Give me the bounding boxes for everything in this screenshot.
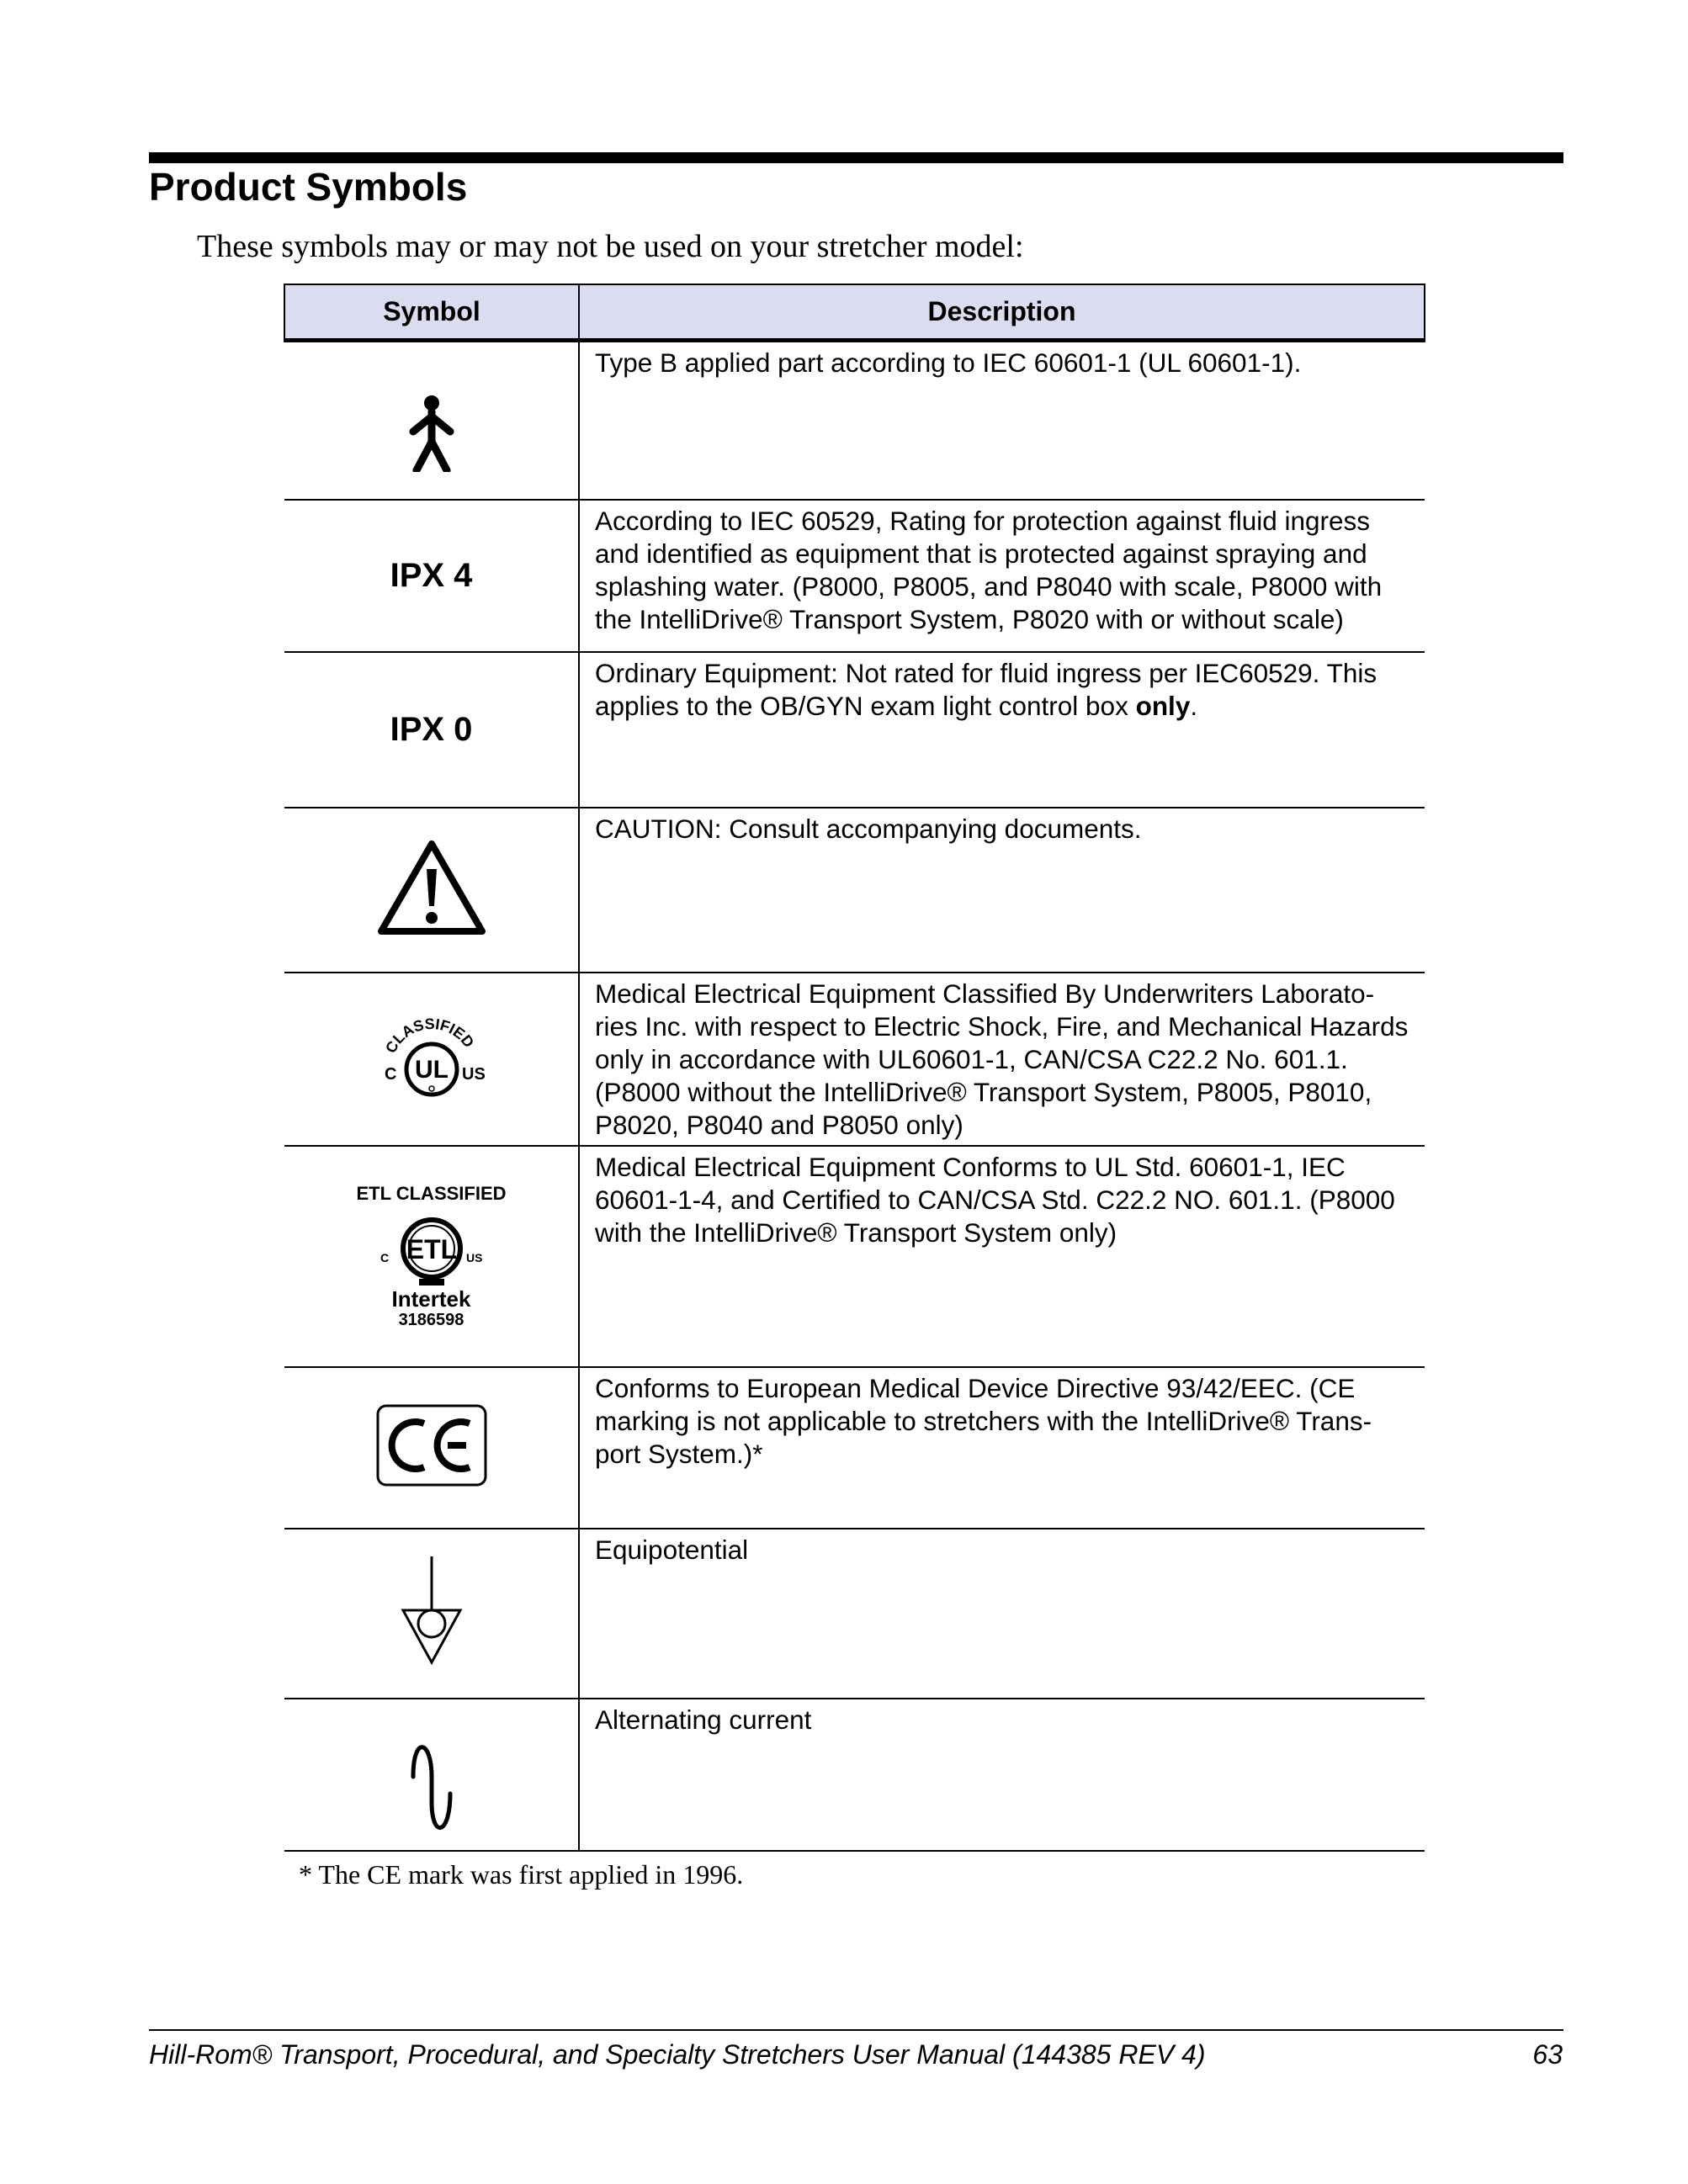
description-text: Ordinary Equipment: Not rated for fluid ingress per IEC60529. This applies to the OB/GYN exam light control box [595,657,1377,721]
symbol-cell [284,1367,579,1529]
table-row [284,652,1425,808]
description-cell: Conforms to European Medical Device Directive 93/42/EEC. (CE marking is not applicable to stretchers with the IntelliDrive® Trans-port System.)* [579,1367,1425,1529]
etl-listed-mark-icon [377,1217,486,1287]
symbol-cell [284,973,579,1146]
symbol-cell [284,341,579,500]
svg-text:US: US [465,1251,482,1264]
footer-rule [149,2029,1563,2031]
table-row [284,341,1425,500]
ipx4-symbol: IPX 4 [390,556,473,594]
description-cell: Medical Electrical Equipment Classified By Underwriters Laborato-ries Inc. with respect to Electric Shock, Fire, and Mechanical Hazards only in accordance with UL60601-1, CAN/CSA C22.2 No. 601.1. (P8000 without the IntelliDrive® Transport System, P8005, P8010, P8020, P8040 and P8050 only) [579,973,1425,1146]
description-emphasis: only [1135,690,1191,721]
ipx0-symbol: IPX 0 [390,710,473,748]
description-cell [579,652,1425,808]
svg-text:C: C [380,1251,389,1264]
description-cell: CAUTION: Consult accompanying documents. [579,808,1425,973]
etl-number: 3186598 [398,1311,464,1329]
symbol-cell [284,652,579,808]
ce-mark-icon [375,1403,488,1487]
description-cell: Medical Electrical Equipment Conforms to UL Std. 60601-1, IEC 60601-1-4, and Certified to CAN/CSA Std. C22.2 NO. 601.1. (P8000 with the IntelliDrive® Transport System only) [579,1146,1425,1367]
table-row [284,1367,1425,1529]
description-text: . [1190,690,1198,721]
table-row [284,808,1425,973]
etl-mark-group [284,1183,578,1329]
symbol-cell [284,1529,579,1699]
header-symbol: Symbol [284,284,579,341]
footer-manual-title: Hill-Rom® Transport, Procedural, and Specialty Stretchers User Manual (144385 REV 4) [149,2039,1206,2070]
footnote: * The CE mark was first applied in 1996. [299,1859,744,1890]
table-row [284,1699,1425,1851]
svg-text:CLASSIFIED: CLASSIFIED [381,1015,477,1057]
table-row [284,1146,1425,1367]
symbols-table [284,284,1425,1852]
caution-triangle-icon [376,839,487,936]
ul-classified-mark-icon [373,1010,491,1103]
section-title: Product Symbols [149,165,468,209]
footer-page-number: 63 [1532,2039,1563,2070]
description-cell: Alternating current [579,1699,1425,1851]
description-cell: Type B applied part according to IEC 60601-1 (UL 60601-1). [579,341,1425,500]
intro-text: These symbols may or may not be used on your stretcher model: [197,229,1024,264]
table-header-row [284,284,1425,341]
type-b-applied-part-icon [406,395,457,472]
description-cell: According to IEC 60529, Rating for protection against fluid ingress and identified as equipment that is protected against spraying and splashing water. (P8000, P8005, and P8040 with scale, P8000 with the IntelliDrive® Transport System, P8020 with or without scale) [579,500,1425,652]
svg-text:C: C [384,1065,396,1084]
symbol-cell [284,1146,579,1367]
header-description: Description [579,284,1425,341]
alternating-current-icon [406,1743,457,1836]
etl-caption: ETL CLASSIFIED [356,1183,507,1204]
svg-text:ETL: ETL [406,1234,457,1264]
equipotential-icon [398,1555,465,1667]
table-row [284,1529,1425,1699]
svg-text:UL: UL [414,1056,449,1084]
etl-brand: Intertek [391,1286,471,1312]
svg-text:US: US [461,1065,486,1084]
symbol-cell [284,500,579,652]
table-row [284,973,1425,1146]
symbol-cell [284,1699,579,1851]
description-cell: Equipotential [579,1529,1425,1699]
symbol-cell [284,808,579,973]
table-row [284,500,1425,652]
